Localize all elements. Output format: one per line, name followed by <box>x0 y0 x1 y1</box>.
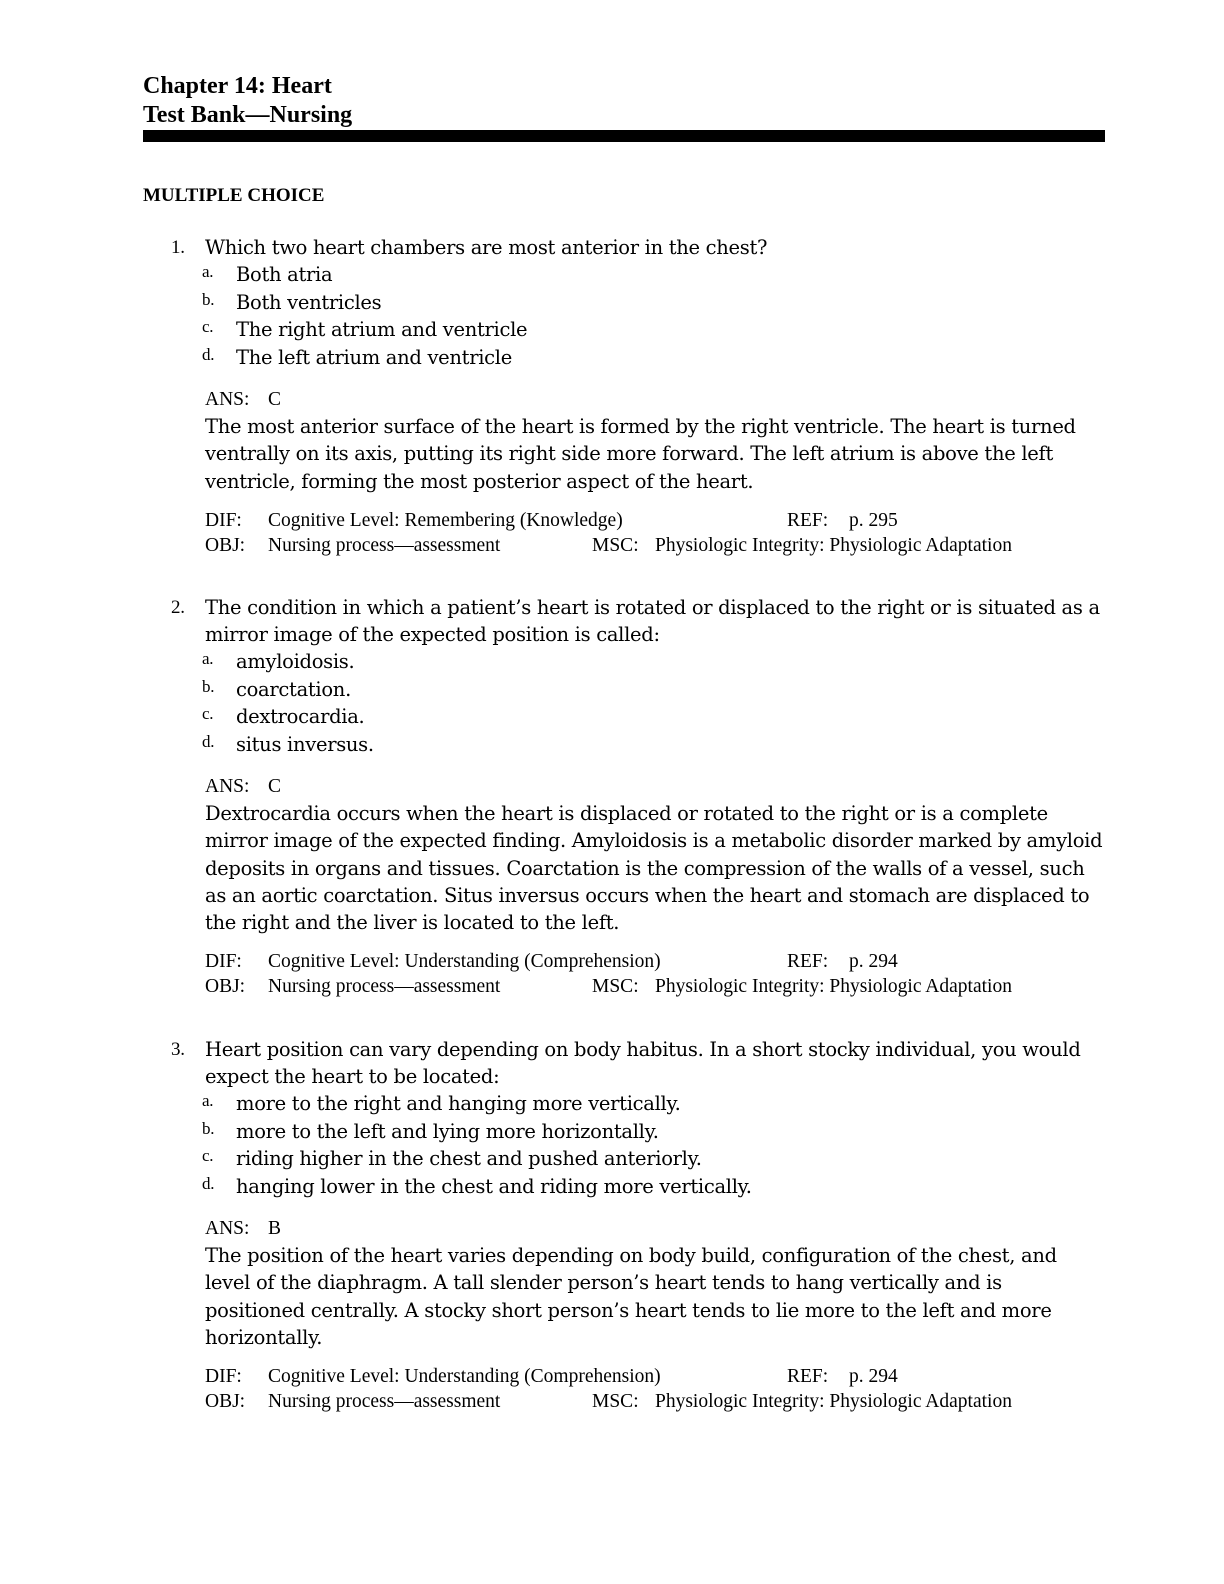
option-text: The left atrium and ventricle <box>236 345 512 369</box>
answer-option <box>143 1090 1105 1118</box>
option-letter: a. <box>202 262 214 281</box>
option-text: more to the right and hanging more vertically. <box>236 1092 681 1115</box>
ref-value: p. 294 <box>849 951 898 973</box>
answer-value: B <box>268 1218 282 1239</box>
answer-option <box>143 648 1105 676</box>
question-number: 3. <box>171 1039 185 1060</box>
question-text: The condition in which a patient’s heart is rotated or displaced to the right or is situated as a mirror image of the expected position is called: <box>205 596 1100 646</box>
question-metadata <box>143 1364 1105 1414</box>
msc-label: MSC: <box>592 1391 639 1413</box>
ref-label: REF: <box>787 951 829 973</box>
obj-value: Nursing process—assessment <box>268 1391 501 1413</box>
option-letter: c. <box>202 1146 214 1165</box>
answer-option <box>143 1118 1105 1146</box>
question <box>143 1036 1105 1414</box>
option-text: coarctation. <box>236 677 351 701</box>
ref-value: p. 294 <box>849 1366 898 1388</box>
rationale-text: Dextrocardia occurs when the heart is displaced or rotated to the right or is a complete mirror image of the expected finding. Amyloidosis is a metabolic disorder marked by amyloid deposits in organs and tissues. Coarctation is the compression of the walls of a vessel, such as an aortic coarctation. Situs inversus occurs when the heart and stomach are displaced to the right and the liver is located to the left. <box>205 802 1103 935</box>
document-header <box>143 72 1105 130</box>
ref-value: p. 295 <box>849 509 898 531</box>
option-text: hanging lower in the chest and riding more vertically. <box>236 1174 752 1198</box>
section-title: MULTIPLE CHOICE <box>143 185 325 206</box>
obj-label: OBJ: <box>205 976 246 998</box>
question-number: 1. <box>171 237 185 258</box>
option-text: riding higher in the chest and pushed anteriorly. <box>236 1147 702 1170</box>
answer-line <box>143 773 1105 800</box>
option-text: more to the left and lying more horizontally. <box>236 1119 659 1143</box>
ref-label: REF: <box>787 1366 829 1388</box>
question-stem <box>143 594 1105 648</box>
option-letter: d. <box>202 1173 215 1193</box>
dif-value: Cognitive Level: Understanding (Comprehension) <box>268 1366 661 1388</box>
msc-label: MSC: <box>592 534 639 556</box>
answer-option <box>143 289 1105 317</box>
dif-label: DIF: <box>205 951 242 973</box>
answer-options <box>143 261 1105 371</box>
question-number: 2. <box>171 597 185 618</box>
option-text: Both atria <box>236 263 333 286</box>
option-letter: a. <box>202 649 214 668</box>
answer-label: ANS: <box>205 1218 250 1239</box>
option-text: dextrocardia. <box>236 705 365 728</box>
option-letter: d. <box>202 731 215 751</box>
option-letter: b. <box>202 289 215 309</box>
msc-value: Physiologic Integrity: Physiologic Adaptation <box>655 976 1012 998</box>
dif-label: DIF: <box>205 1366 242 1388</box>
option-letter: b. <box>202 676 215 696</box>
option-letter: d. <box>202 344 215 364</box>
obj-label: OBJ: <box>205 1391 246 1413</box>
answer-option <box>143 1145 1105 1173</box>
answer-value: C <box>268 389 282 410</box>
option-text: The right atrium and ventricle <box>236 318 528 341</box>
answer-option <box>143 344 1105 372</box>
answer-option <box>143 731 1105 759</box>
question-stem <box>143 1036 1105 1090</box>
option-letter: c. <box>202 704 214 723</box>
answer-line <box>143 386 1105 413</box>
msc-label: MSC: <box>592 976 639 998</box>
rationale-text: The position of the heart varies depending on body build, configuration of the chest, and level of the diaphragm. A tall slender person’s heart tends to hang vertically and is positioned centrally. A stocky short person’s heart tends to lie more to the left and more horizontally. <box>205 1244 1057 1349</box>
answer-option <box>143 676 1105 704</box>
obj-value: Nursing process—assessment <box>268 534 501 556</box>
answer-options <box>143 648 1105 758</box>
obj-value: Nursing process—assessment <box>268 976 501 998</box>
option-text: situs inversus. <box>236 732 374 756</box>
chapter-title: Chapter 14: Heart <box>143 73 332 99</box>
question-text: Heart position can vary depending on body habitus. In a short stocky individual, you would expect the heart to be located: <box>205 1038 1081 1088</box>
question-text: Which two heart chambers are most anterior in the chest? <box>205 236 768 259</box>
document-subtitle: Test Bank—Nursing <box>143 102 353 128</box>
option-letter: a. <box>202 1091 214 1110</box>
obj-label: OBJ: <box>205 534 246 556</box>
question <box>143 594 1105 999</box>
answer-label: ANS: <box>205 776 250 797</box>
answer-option <box>143 703 1105 731</box>
option-text: Both ventricles <box>236 290 382 314</box>
rationale-text: The most anterior surface of the heart is formed by the right ventricle. The heart is turned ventrally on its axis, putting its right side more forward. The left atrium is above the left ventricle, forming the most posterior aspect of the heart. <box>205 415 1076 493</box>
dif-label: DIF: <box>205 509 242 531</box>
dif-value: Cognitive Level: Remembering (Knowledge) <box>268 509 623 531</box>
question-stem <box>143 234 1105 261</box>
header-divider <box>143 130 1105 142</box>
answer-option <box>143 316 1105 344</box>
question-metadata <box>143 508 1105 558</box>
answer-option <box>143 261 1105 289</box>
answer-line <box>143 1215 1105 1242</box>
question-metadata <box>143 949 1105 999</box>
msc-value: Physiologic Integrity: Physiologic Adaptation <box>655 534 1012 556</box>
ref-label: REF: <box>787 509 829 531</box>
option-text: amyloidosis. <box>236 650 355 673</box>
option-letter: c. <box>202 317 214 336</box>
answer-options <box>143 1090 1105 1200</box>
answer-option <box>143 1173 1105 1201</box>
answer-label: ANS: <box>205 389 250 410</box>
answer-value: C <box>268 776 282 797</box>
question <box>143 234 1105 558</box>
dif-value: Cognitive Level: Understanding (Comprehension) <box>268 951 661 973</box>
option-letter: b. <box>202 1118 215 1138</box>
msc-value: Physiologic Integrity: Physiologic Adaptation <box>655 1391 1012 1413</box>
